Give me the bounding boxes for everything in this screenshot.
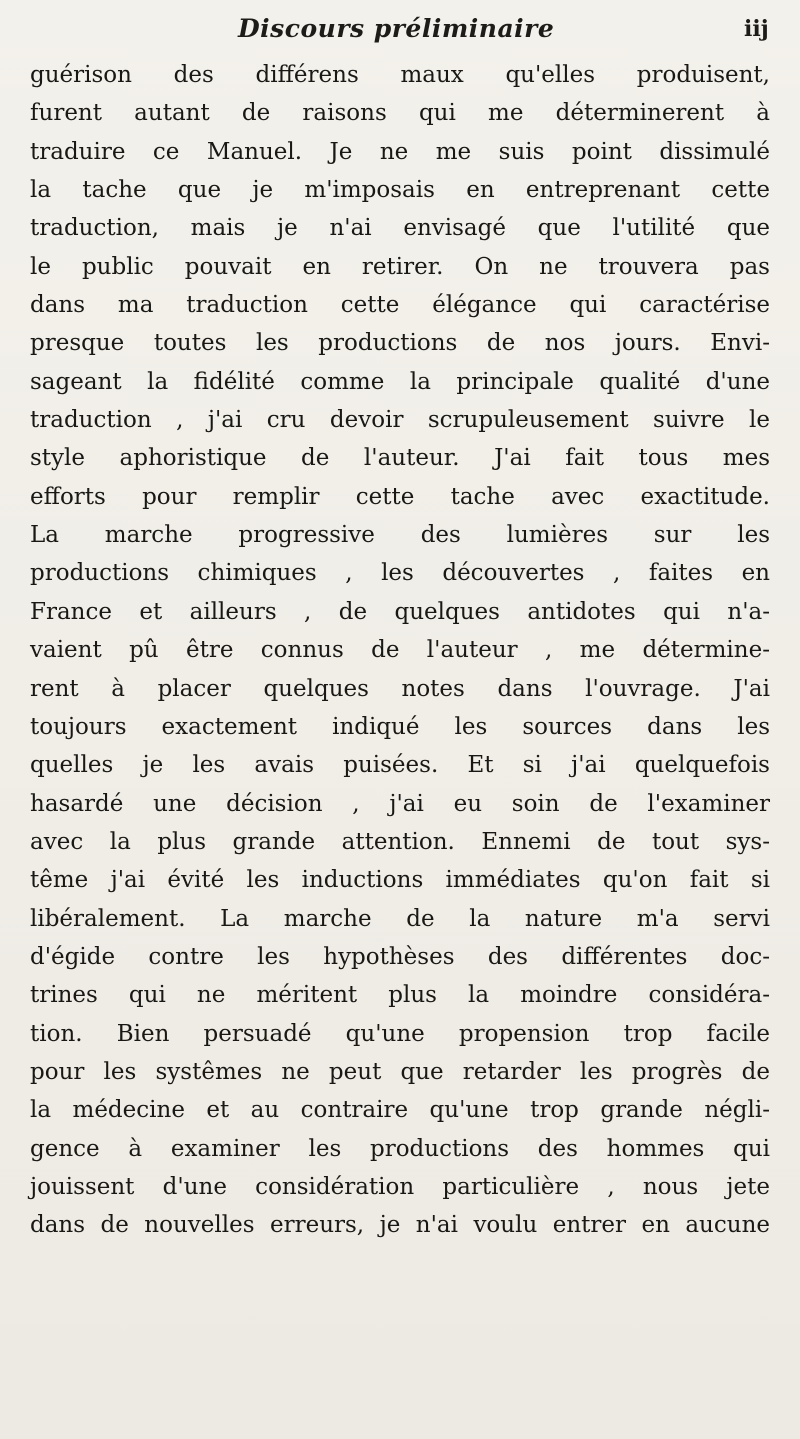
- text-line: dans ma traduction cette élégance qui caractérise: [30, 292, 770, 319]
- page-number: iij: [744, 16, 769, 42]
- text-line: sageant la fidélité comme la principale qualité d'une: [30, 368, 770, 395]
- text-line: France et ailleurs , de quelques antidotes qui n'a-: [30, 598, 770, 625]
- text-line: le public pouvait en retirer. On ne trouvera pas: [30, 253, 770, 280]
- text-line: style aphoristique de l'auteur. J'ai fait tous mes: [30, 445, 770, 472]
- text-line: vaient pû être connus de l'auteur , me détermine-: [30, 637, 770, 664]
- text-line: efforts pour remplir cette tache avec exactitude.: [30, 483, 770, 510]
- text-line: d'égide contre les hypothèses des différentes doc-: [30, 943, 770, 970]
- text-line: pour les systêmes ne peut que retarder les progrès de: [30, 1058, 770, 1085]
- text-line: gence à examiner les productions des hommes qui: [30, 1135, 770, 1162]
- text-line: la médecine et au contraire qu'une trop grande négli-: [30, 1097, 770, 1124]
- text-line: hasardé une décision , j'ai eu soin de l'examiner: [30, 790, 770, 817]
- text-line: traduction, mais je n'ai envisagé que l'utilité que: [30, 215, 770, 242]
- text-line: avec la plus grande attention. Ennemi de tout sys-: [30, 828, 770, 855]
- text-line: la tache que je m'imposais en entreprenant cette: [30, 177, 770, 204]
- text-line: jouissent d'une considération particulière , nous jete: [30, 1173, 770, 1200]
- text-line: La marche progressive des lumières sur les: [30, 522, 770, 549]
- text-line: quelles je les avais puisées. Et si j'ai quelquefois: [30, 752, 770, 779]
- body-text: [30, 56, 770, 1245]
- text-line: productions chimiques , les découvertes , faites en: [30, 560, 770, 587]
- text-line: toujours exactement indiqué les sources dans les: [30, 713, 770, 740]
- text-line: furent autant de raisons qui me déterminerent à: [30, 100, 770, 127]
- text-line: presque toutes les productions de nos jours. Envi-: [30, 330, 770, 357]
- text-line: tême j'ai évité les inductions immédiates qu'on fait si: [30, 867, 770, 894]
- text-line: rent à placer quelques notes dans l'ouvrage. J'ai: [30, 675, 770, 702]
- text-line: trines qui ne méritent plus la moindre considéra-: [30, 982, 770, 1009]
- text-line: traduction , j'ai cru devoir scrupuleusement suivre le: [30, 407, 770, 434]
- text-line: tion. Bien persuadé qu'une propension trop facile: [30, 1020, 770, 1047]
- text-line: guérison des différens maux qu'elles produisent,: [30, 62, 770, 88]
- running-title: Discours préliminaire: [238, 14, 555, 43]
- text-line: traduire ce Manuel. Je ne me suis point dissimulé: [30, 138, 770, 165]
- text-line: dans de nouvelles erreurs, je n'ai voulu entrer en aucune: [30, 1212, 770, 1239]
- text-line: libéralement. La marche de la nature m'a servi: [30, 905, 770, 932]
